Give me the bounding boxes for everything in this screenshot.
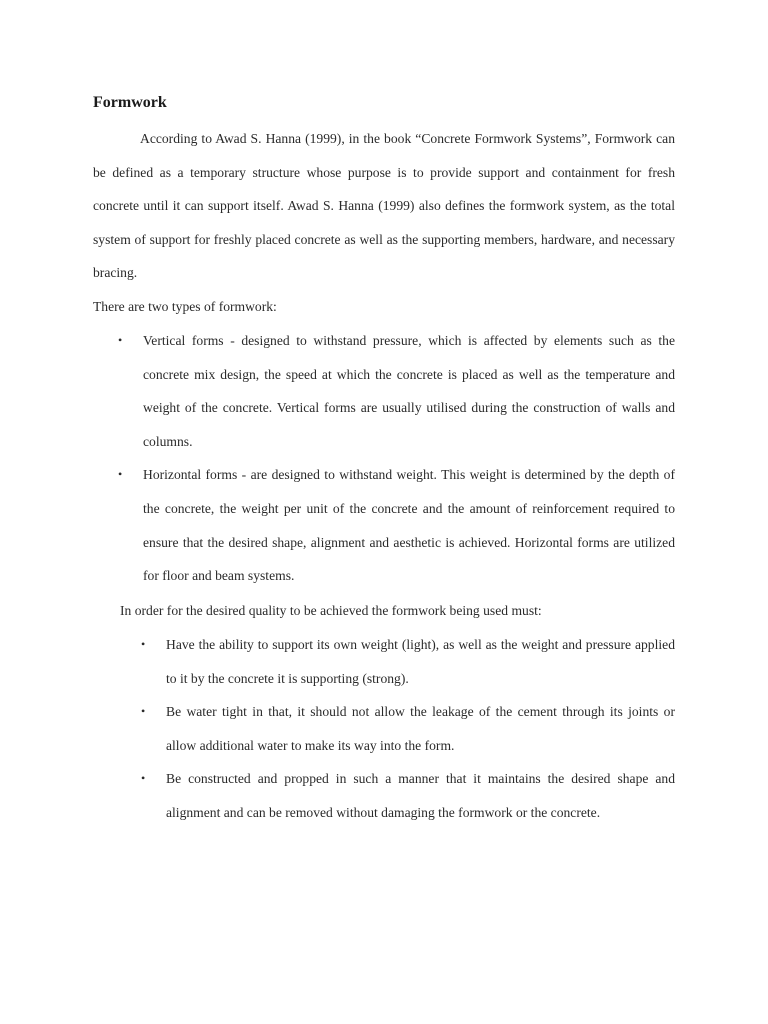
requirements-list xyxy=(141,628,675,830)
list-item-text: Be water tight in that, it should not allow the leakage of the cement through its joints or allow additional water to make its way into the form. xyxy=(166,704,675,753)
intro-paragraph: According to Awad S. Hanna (1999), in the book “Concrete Formwork Systems”, Formwork can be defined as a temporary structure whose purpose is to provide support and containment for fresh concrete until it can support itself. Awad S. Hanna (1999) also defines the formwork system, as the total system of support for freshly placed concrete as well as the supporting members, hardware, and necessary bracing. xyxy=(93,131,675,281)
list-item xyxy=(118,458,675,592)
list-item-text: Horizontal forms - are designed to withstand weight. This weight is determined by the depth of the concrete, the weight per unit of the concrete and the amount of reinforcement required to ensure that the desired shape, alignment and aesthetic is achieved. Horizontal forms are utilized for floor and beam systems. xyxy=(143,467,675,584)
bullet-icon: • xyxy=(141,704,146,719)
list-item xyxy=(141,695,675,762)
bullet-icon: • xyxy=(141,771,146,786)
formwork-types-list xyxy=(118,324,675,593)
section-heading: Formwork xyxy=(93,94,167,111)
types-intro-paragraph: There are two types of formwork: xyxy=(93,299,277,314)
bullet-icon: • xyxy=(118,333,123,347)
bullet-icon: • xyxy=(141,637,146,651)
list-item-text: Be constructed and propped in such a manner that it maintains the desired shape and alignment and can be removed without damaging the formwork or the concrete. xyxy=(166,771,675,820)
list-item-text: Have the ability to support its own weight (light), as well as the weight and pressure applied to it by the concrete it is supporting (strong). xyxy=(166,637,675,686)
list-item xyxy=(118,324,675,458)
requirements-intro-paragraph: In order for the desired quality to be achieved the formwork being used must: xyxy=(120,603,542,618)
list-item xyxy=(141,628,675,695)
list-item-text: Vertical forms - designed to withstand pressure, which is affected by elements such as the concrete mix design, the speed at which the concrete is placed as well as the temperature and weight of the concrete. Vertical forms are usually utilised during the construction of walls and columns. xyxy=(143,333,675,449)
bullet-icon: • xyxy=(118,467,123,482)
list-item xyxy=(141,762,675,829)
